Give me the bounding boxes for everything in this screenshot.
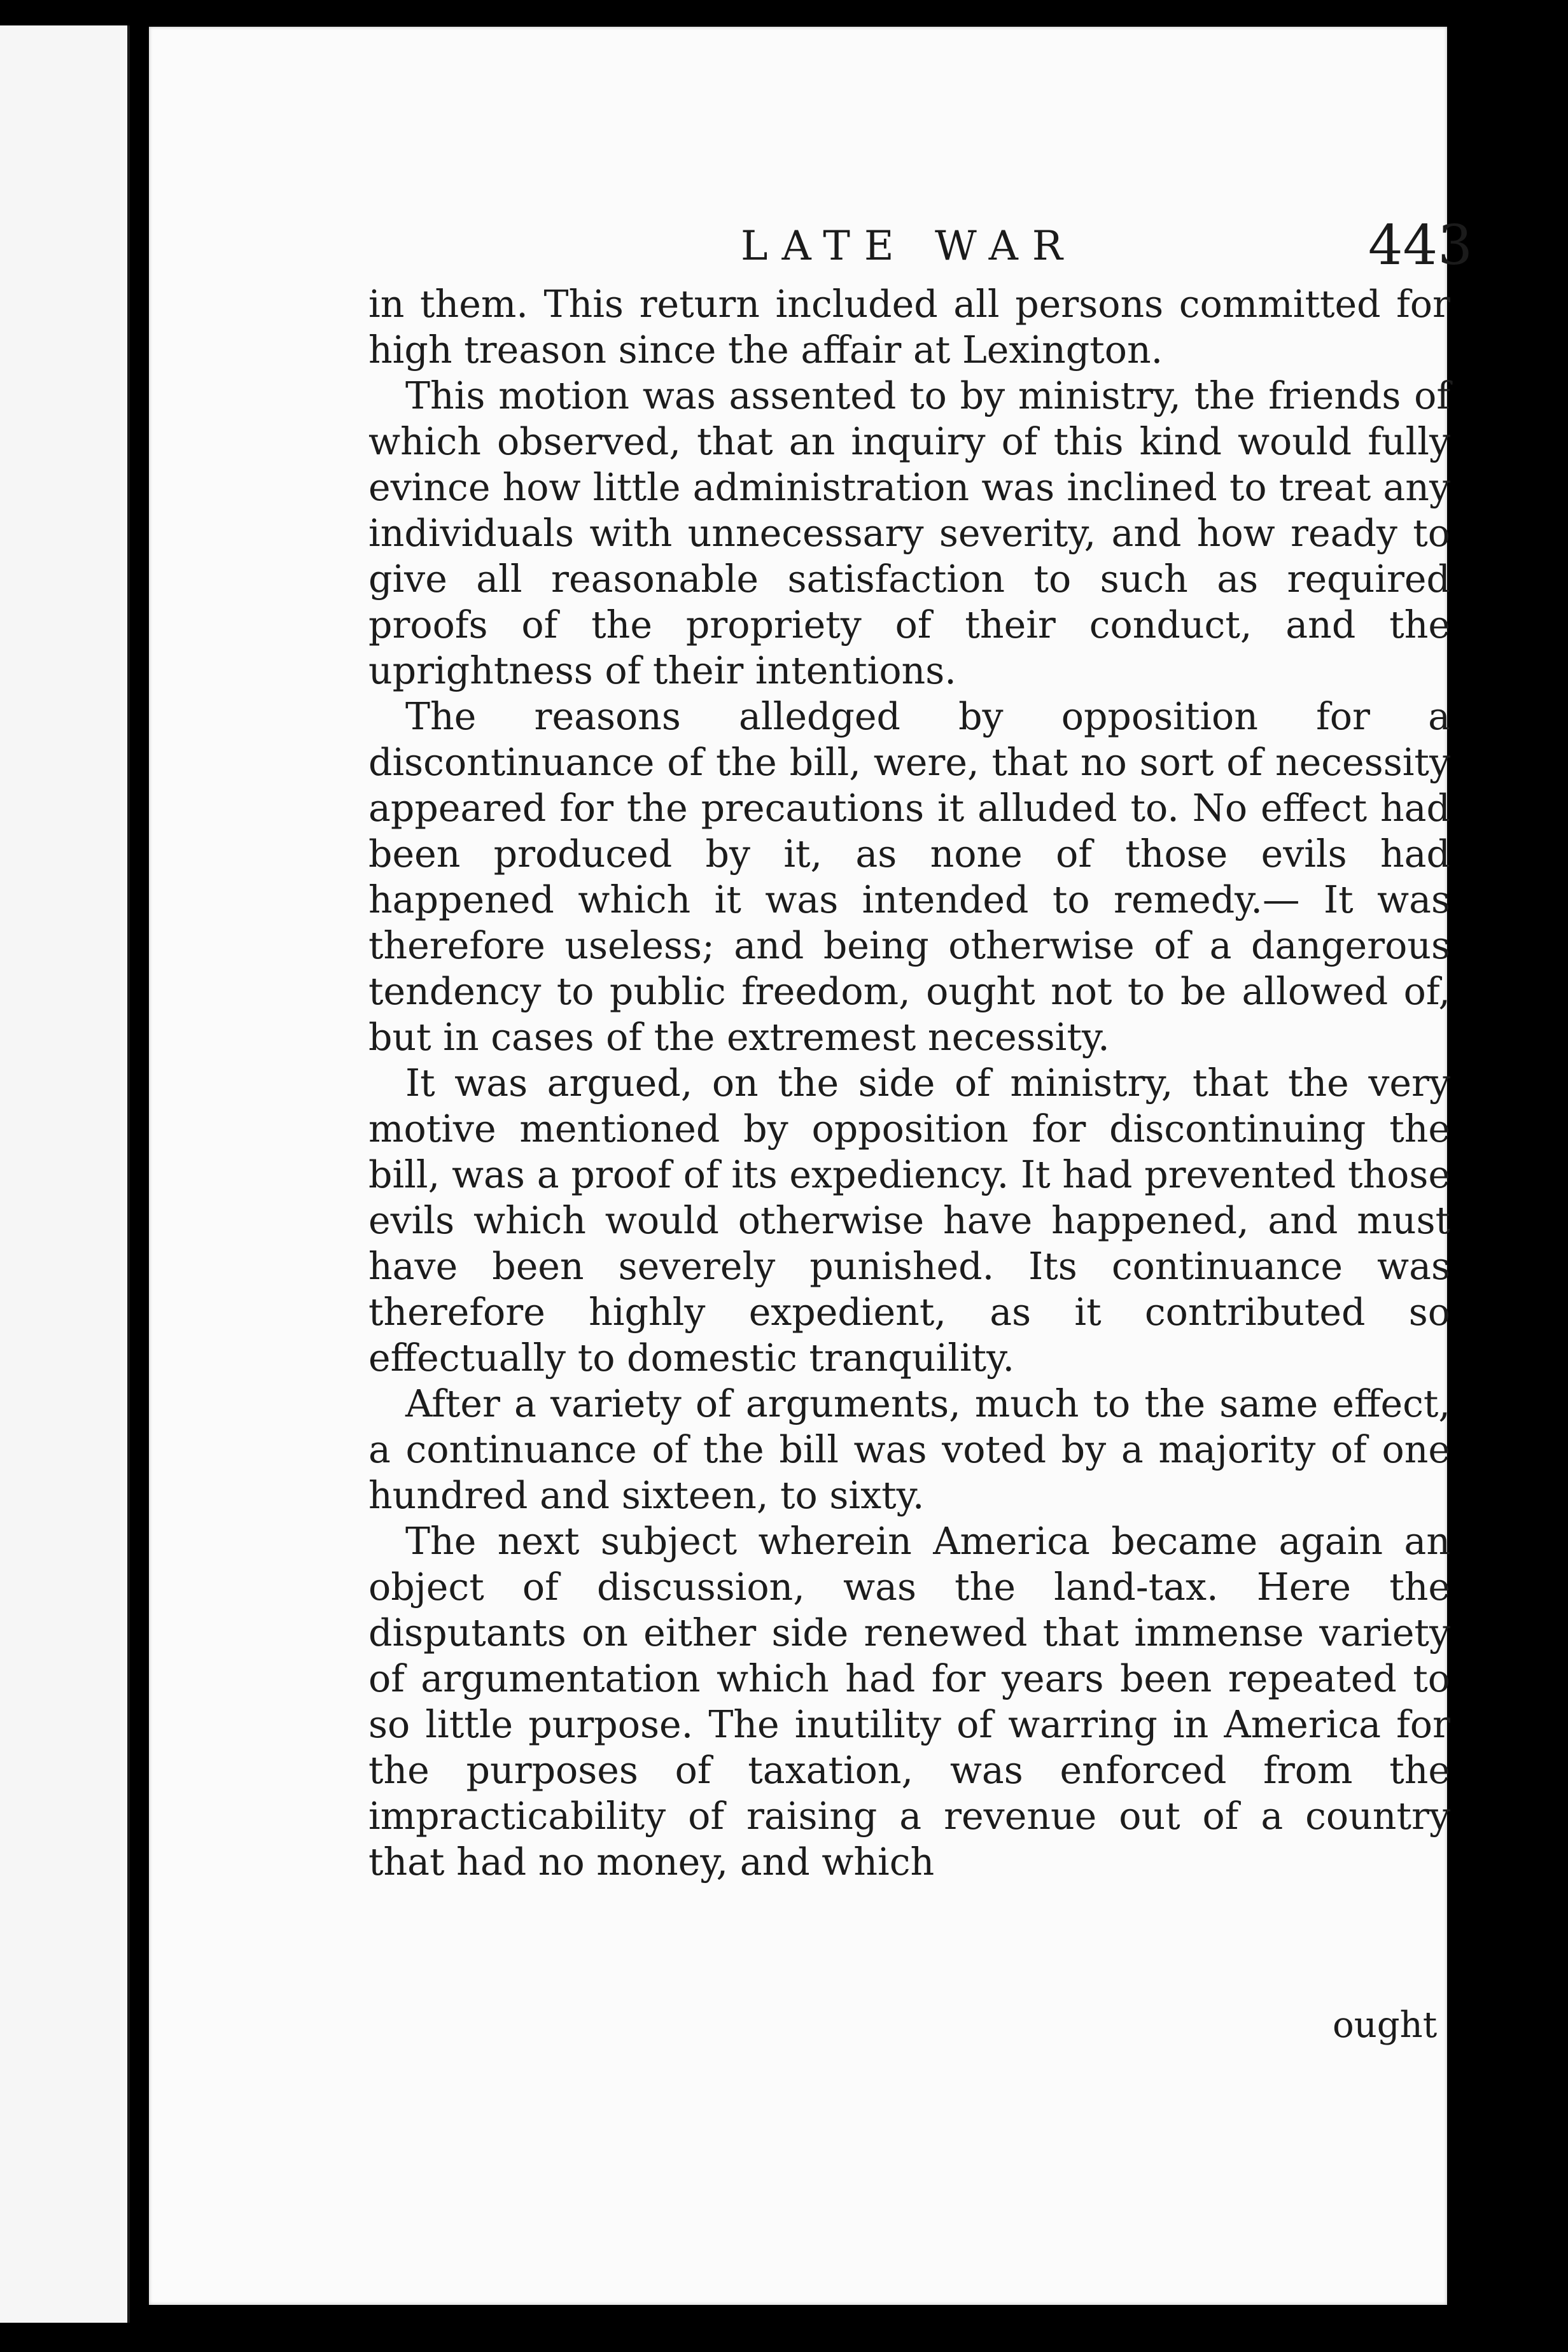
paragraph: The next subject wherein America became again an object of discussion, was the land-tax. Here the disputants on either side renewed that immense variety of argumentation which had for years been repeated to so little purpose. The inutility of warring in America for the purposes of taxation, was enforced from the impracticability of raising a revenue out of a country that had no money, and which	[368, 1520, 1450, 1884]
page-header	[372, 199, 1473, 294]
paragraph: in them. This return included all persons committed for high treason since the affair at Lexington.	[368, 283, 1450, 372]
facing-page-edge	[0, 25, 130, 2323]
page-number: 443	[1368, 214, 1473, 277]
body-text	[368, 281, 1450, 1885]
book-page	[149, 27, 1473, 2305]
running-head: LATE WAR	[741, 223, 1077, 270]
paragraph: This motion was assented to by ministry, the friends of which observed, that an inquiry of this kind would fully evince how little administration was inclined to treat any individuals with unnecessary severity, and how ready to give all reasonable satisfaction to such as required proofs of the propriety of their conduct, and the uprightness of their intentions.	[368, 374, 1450, 692]
catchword: ought	[1333, 2005, 1438, 2046]
paragraph: After a variety of arguments, much to the same effect, a continuance of the bill was voted by a majority of one hundred and sixteen, to sixty.	[368, 1382, 1450, 1517]
paragraph: It was argued, on the side of ministry, that the very motive mentioned by opposition for discontinuing the bill, was a proof of its expediency. It had prevented those evils which would otherwise have happened, and must have been severely punished. Its continuance was therefore highly expedient, as it contributed so effectually to domestic tranquility.	[368, 1061, 1450, 1380]
paragraph: The reasons alledged by opposition for a discontinuance of the bill, were, that no sort of necessity appeared for the precautions it alluded to. No effect had been produced by it, as none of those evils had happened which it was intended to remedy.— It was therefore useless; and being otherwise of a dangerous tendency to public freedom, ought not to be allowed of, but in cases of the extremest necessity.	[368, 695, 1450, 1059]
